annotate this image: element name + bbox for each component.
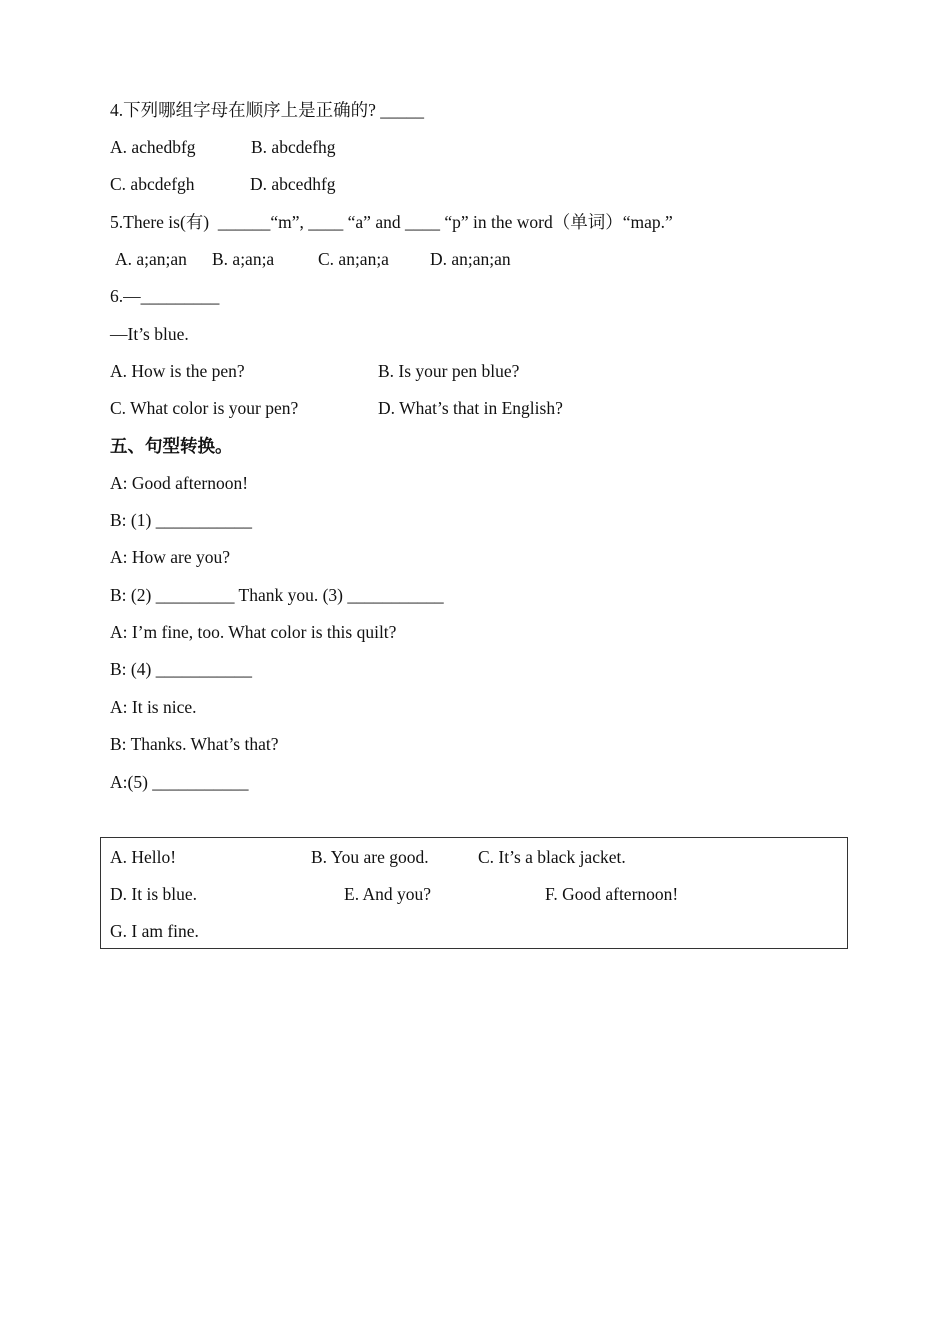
question-6-answer-line: —It’s blue.: [110, 324, 189, 344]
dialogue-line-2: B: (1) ___________: [110, 510, 252, 530]
choice-b: B. You are good.: [311, 847, 429, 867]
q6-option-d: D. What’s that in English?: [378, 398, 563, 418]
q6-option-c: C. What color is your pen?: [110, 398, 299, 418]
q5-option-b: B. a;an;a: [212, 249, 275, 269]
q5-option-d: D. an;an;an: [430, 249, 511, 269]
choice-d: D. It is blue.: [110, 884, 198, 904]
choice-a: A. Hello!: [110, 847, 177, 867]
q5-option-a: A. a;an;an: [115, 249, 187, 269]
section-5-heading: 五、句型转换。: [110, 436, 233, 456]
q4-option-d: D. abcedhfg: [250, 174, 336, 194]
dialogue-line-6: B: (4) ___________: [110, 659, 252, 679]
dialogue-line-1: A: Good afternoon!: [110, 473, 249, 493]
q6-option-a: A. How is the pen?: [110, 361, 245, 381]
dialogue-line-3: A: How are you?: [110, 547, 231, 567]
q4-option-c: C. abcdefgh: [110, 174, 195, 194]
answer-choices-box: [100, 837, 848, 949]
q5-option-c: C. an;an;a: [318, 249, 389, 269]
q4-option-a: A. achedbfg: [110, 137, 196, 157]
dialogue-line-7: A: It is nice.: [110, 697, 197, 717]
question-6-stem: 6.—_________: [110, 286, 220, 306]
dialogue-line-4: B: (2) _________ Thank you. (3) ___________: [110, 585, 444, 605]
question-5-stem: 5.There is(有) ______“m”, ____ “a” and ____ “p” in the word（单词）“map.”: [110, 212, 673, 232]
choice-g: G. I am fine.: [110, 921, 199, 941]
choice-f: F. Good afternoon!: [545, 884, 679, 904]
choice-e: E. And you?: [344, 884, 432, 904]
dialogue-line-9: A:(5) ___________: [110, 772, 249, 792]
question-4-stem: 4.下列哪组字母在顺序上是正确的? _____: [110, 100, 425, 120]
q6-option-b: B. Is your pen blue?: [378, 361, 520, 381]
dialogue-line-8: B: Thanks. What’s that?: [110, 734, 279, 754]
choice-c: C. It’s a black jacket.: [478, 847, 626, 867]
dialogue-line-5: A: I’m fine, too. What color is this quilt?: [110, 622, 397, 642]
q4-option-b: B. abcdefhg: [251, 137, 336, 157]
